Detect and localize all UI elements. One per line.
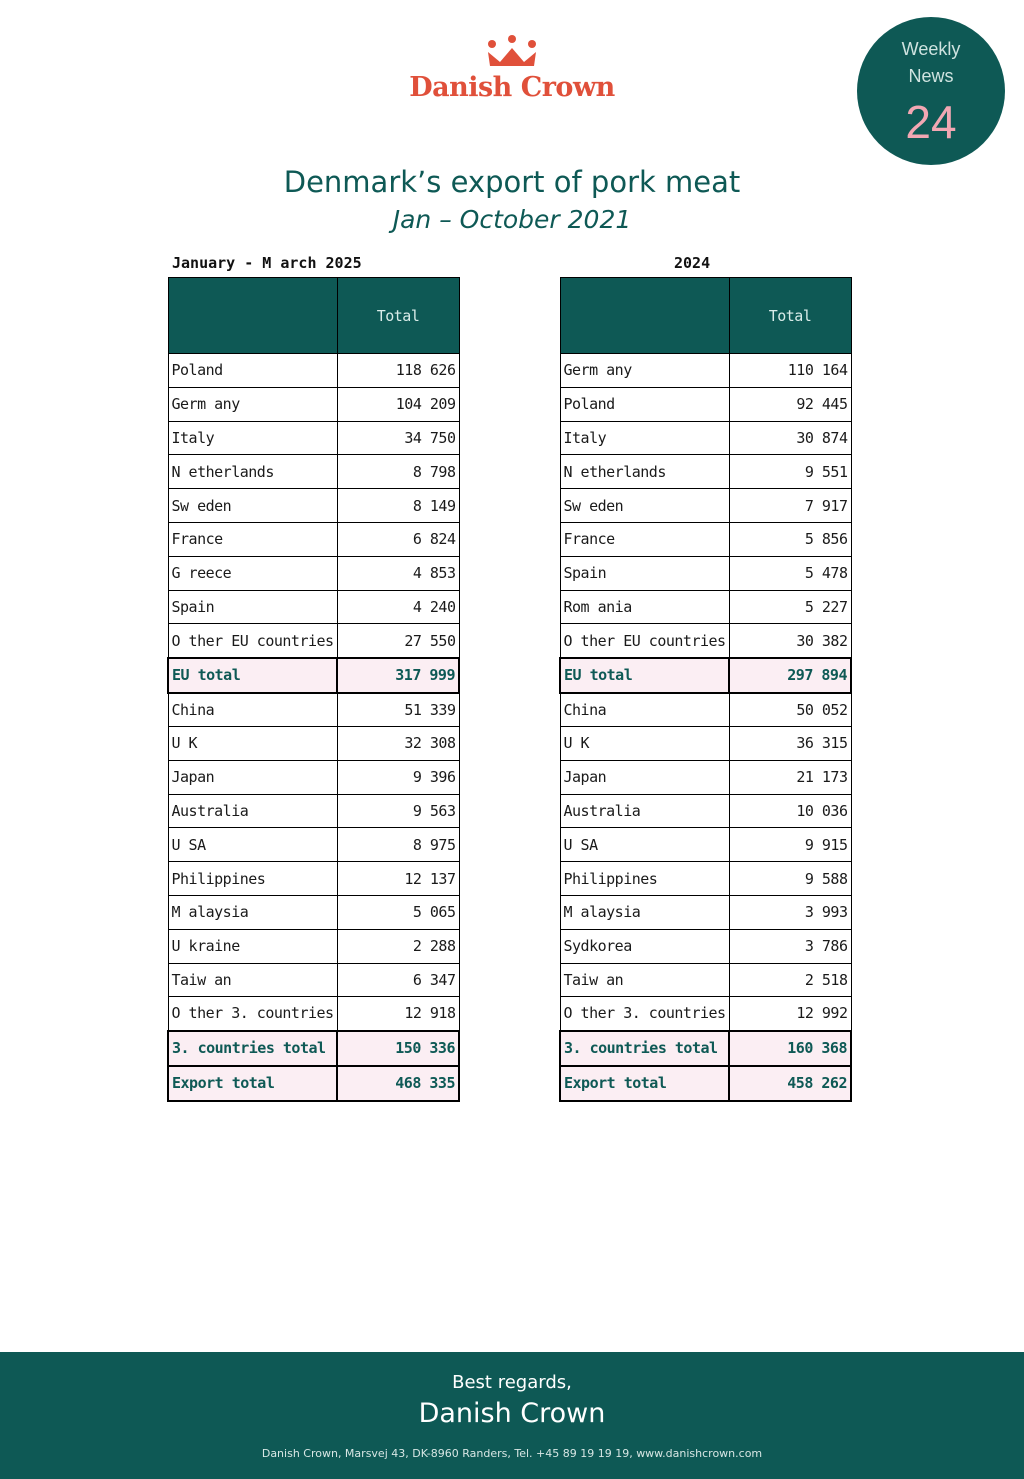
weekly-news-badge: [857, 17, 1005, 165]
country-cell: Sw eden: [168, 489, 337, 523]
export-total-row: [168, 1066, 459, 1101]
table-row: [168, 455, 459, 489]
value-cell: 92 445: [729, 387, 851, 421]
value-cell: 32 308: [337, 726, 459, 760]
value-cell: 21 173: [729, 760, 851, 794]
eu-total-row: [168, 658, 459, 693]
value-cell: 4 853: [337, 556, 459, 590]
country-cell: Sw eden: [560, 489, 729, 523]
table-row: [168, 354, 459, 388]
export-total-label: Export total: [560, 1066, 729, 1101]
value-cell: 30 874: [729, 421, 851, 455]
table-row: [560, 556, 851, 590]
table-row: [168, 726, 459, 760]
value-cell: 7 917: [729, 489, 851, 523]
table-row: [168, 421, 459, 455]
value-cell: 4 240: [337, 590, 459, 624]
table-row: [168, 693, 459, 727]
column-header-total: Total: [729, 278, 851, 354]
value-cell: 3 786: [729, 929, 851, 963]
country-cell: Sydkorea: [560, 929, 729, 963]
export-total-label: Export total: [168, 1066, 337, 1101]
country-cell: Australia: [168, 794, 337, 828]
value-cell: 12 918: [337, 997, 459, 1031]
table-row: [168, 760, 459, 794]
value-cell: 8 798: [337, 455, 459, 489]
country-cell: Germ any: [560, 354, 729, 388]
value-cell: 27 550: [337, 624, 459, 658]
value-cell: 12 137: [337, 862, 459, 896]
country-cell: Germ any: [168, 387, 337, 421]
country-cell: Australia: [560, 794, 729, 828]
column-header-total: Total: [337, 278, 459, 354]
table-row: [560, 590, 851, 624]
table-row: [560, 895, 851, 929]
footer-regards: Best regards,: [452, 1372, 572, 1393]
badge-line-weekly: Weekly: [901, 39, 961, 59]
country-cell: N etherlands: [168, 455, 337, 489]
value-cell: 5 227: [729, 590, 851, 624]
table-row: [560, 387, 851, 421]
country-cell: U SA: [560, 828, 729, 862]
table-row: [560, 693, 851, 727]
table-row: [560, 489, 851, 523]
value-cell: 2 288: [337, 929, 459, 963]
value-cell: 6 347: [337, 963, 459, 997]
table-row: [560, 354, 851, 388]
value-cell: 8 975: [337, 828, 459, 862]
value-cell: 104 209: [337, 387, 459, 421]
country-cell: China: [560, 693, 729, 727]
table-row: [168, 895, 459, 929]
country-cell: France: [168, 522, 337, 556]
logo-wordmark: Danish Crown: [409, 72, 615, 103]
country-cell: Italy: [560, 421, 729, 455]
right-export-table: [559, 277, 852, 1102]
value-cell: 34 750: [337, 421, 459, 455]
value-cell: 10 036: [729, 794, 851, 828]
table-row: [560, 726, 851, 760]
table-row: [560, 862, 851, 896]
country-cell: Japan: [168, 760, 337, 794]
badge-line-news: News: [908, 66, 954, 86]
table-row: [168, 929, 459, 963]
export-total-value: 468 335: [337, 1066, 459, 1101]
country-cell: O ther 3. countries: [560, 997, 729, 1031]
badge-issue-number: 24: [905, 96, 957, 148]
country-cell: O ther 3. countries: [168, 997, 337, 1031]
table-row: [168, 387, 459, 421]
country-cell: Japan: [560, 760, 729, 794]
table-row: [168, 794, 459, 828]
value-cell: 30 382: [729, 624, 851, 658]
export-total-row: [560, 1066, 851, 1101]
third-total-label: 3. countries total: [168, 1031, 337, 1066]
value-cell: 9 563: [337, 794, 459, 828]
country-cell: Rom ania: [560, 590, 729, 624]
left-table-heading: January - M arch 2025: [172, 254, 362, 272]
country-cell: O ther EU countries: [560, 624, 729, 658]
crown-icon: [484, 34, 540, 68]
header-blank-cell: [168, 278, 337, 354]
country-cell: M alaysia: [168, 895, 337, 929]
eu-total-label: EU total: [560, 658, 729, 693]
table-row: [560, 455, 851, 489]
value-cell: 5 856: [729, 522, 851, 556]
country-cell: Taiw an: [168, 963, 337, 997]
value-cell: 9 915: [729, 828, 851, 862]
table-row: [168, 590, 459, 624]
country-cell: M alaysia: [560, 895, 729, 929]
country-cell: Spain: [560, 556, 729, 590]
value-cell: 6 824: [337, 522, 459, 556]
country-cell: N etherlands: [560, 455, 729, 489]
page-subtitle: Jan – October 2021: [392, 205, 632, 234]
table-row: [560, 421, 851, 455]
value-cell: 36 315: [729, 726, 851, 760]
third-total-label: 3. countries total: [560, 1031, 729, 1066]
value-cell: 9 396: [337, 760, 459, 794]
value-cell: 8 149: [337, 489, 459, 523]
value-cell: 51 339: [337, 693, 459, 727]
export-total-value: 458 262: [729, 1066, 851, 1101]
table-header-row: [168, 278, 459, 354]
value-cell: 50 052: [729, 693, 851, 727]
table-row: [168, 828, 459, 862]
country-cell: U K: [168, 726, 337, 760]
footer-address: Danish Crown, Marsvej 43, DK-8960 Randers, Tel. +45 89 19 19 19, www.danishcrown.com: [261, 1447, 763, 1460]
table-row: [560, 624, 851, 658]
table-row: [560, 794, 851, 828]
country-cell: Italy: [168, 421, 337, 455]
table-row: [168, 963, 459, 997]
right-table-heading: 2024: [674, 254, 711, 272]
table-row: [560, 997, 851, 1031]
country-cell: Taiw an: [560, 963, 729, 997]
table-header-row: [560, 278, 851, 354]
country-cell: Philippines: [168, 862, 337, 896]
country-cell: U K: [560, 726, 729, 760]
table-row: [168, 522, 459, 556]
value-cell: 2 518: [729, 963, 851, 997]
value-cell: 3 993: [729, 895, 851, 929]
country-cell: Spain: [168, 590, 337, 624]
table-row: [560, 963, 851, 997]
country-cell: O ther EU countries: [168, 624, 337, 658]
value-cell: 12 992: [729, 997, 851, 1031]
header-blank-cell: [560, 278, 729, 354]
table-row: [168, 862, 459, 896]
value-cell: 110 164: [729, 354, 851, 388]
table-row: [560, 522, 851, 556]
value-cell: 9 551: [729, 455, 851, 489]
table-row: [168, 624, 459, 658]
country-cell: Poland: [560, 387, 729, 421]
country-cell: China: [168, 693, 337, 727]
table-row: [168, 556, 459, 590]
value-cell: 9 588: [729, 862, 851, 896]
table-row: [560, 828, 851, 862]
value-cell: 5 065: [337, 895, 459, 929]
value-cell: 5 478: [729, 556, 851, 590]
eu-total-label: EU total: [168, 658, 337, 693]
third-countries-total-row: [560, 1031, 851, 1066]
eu-total-value: 297 894: [729, 658, 851, 693]
country-cell: Philippines: [560, 862, 729, 896]
table-row: [168, 489, 459, 523]
table-row: [560, 929, 851, 963]
third-total-value: 160 368: [729, 1031, 851, 1066]
footer: [0, 1352, 1024, 1479]
value-cell: 118 626: [337, 354, 459, 388]
eu-total-value: 317 999: [337, 658, 459, 693]
country-cell: U SA: [168, 828, 337, 862]
third-countries-total-row: [168, 1031, 459, 1066]
third-total-value: 150 336: [337, 1031, 459, 1066]
country-cell: Poland: [168, 354, 337, 388]
left-export-table: [167, 277, 460, 1102]
footer-company: Danish Crown: [418, 1398, 606, 1429]
page-title: Denmark’s export of pork meat: [283, 165, 741, 199]
country-cell: G reece: [168, 556, 337, 590]
country-cell: U kraine: [168, 929, 337, 963]
table-row: [168, 997, 459, 1031]
table-row: [560, 760, 851, 794]
eu-total-row: [560, 658, 851, 693]
country-cell: France: [560, 522, 729, 556]
